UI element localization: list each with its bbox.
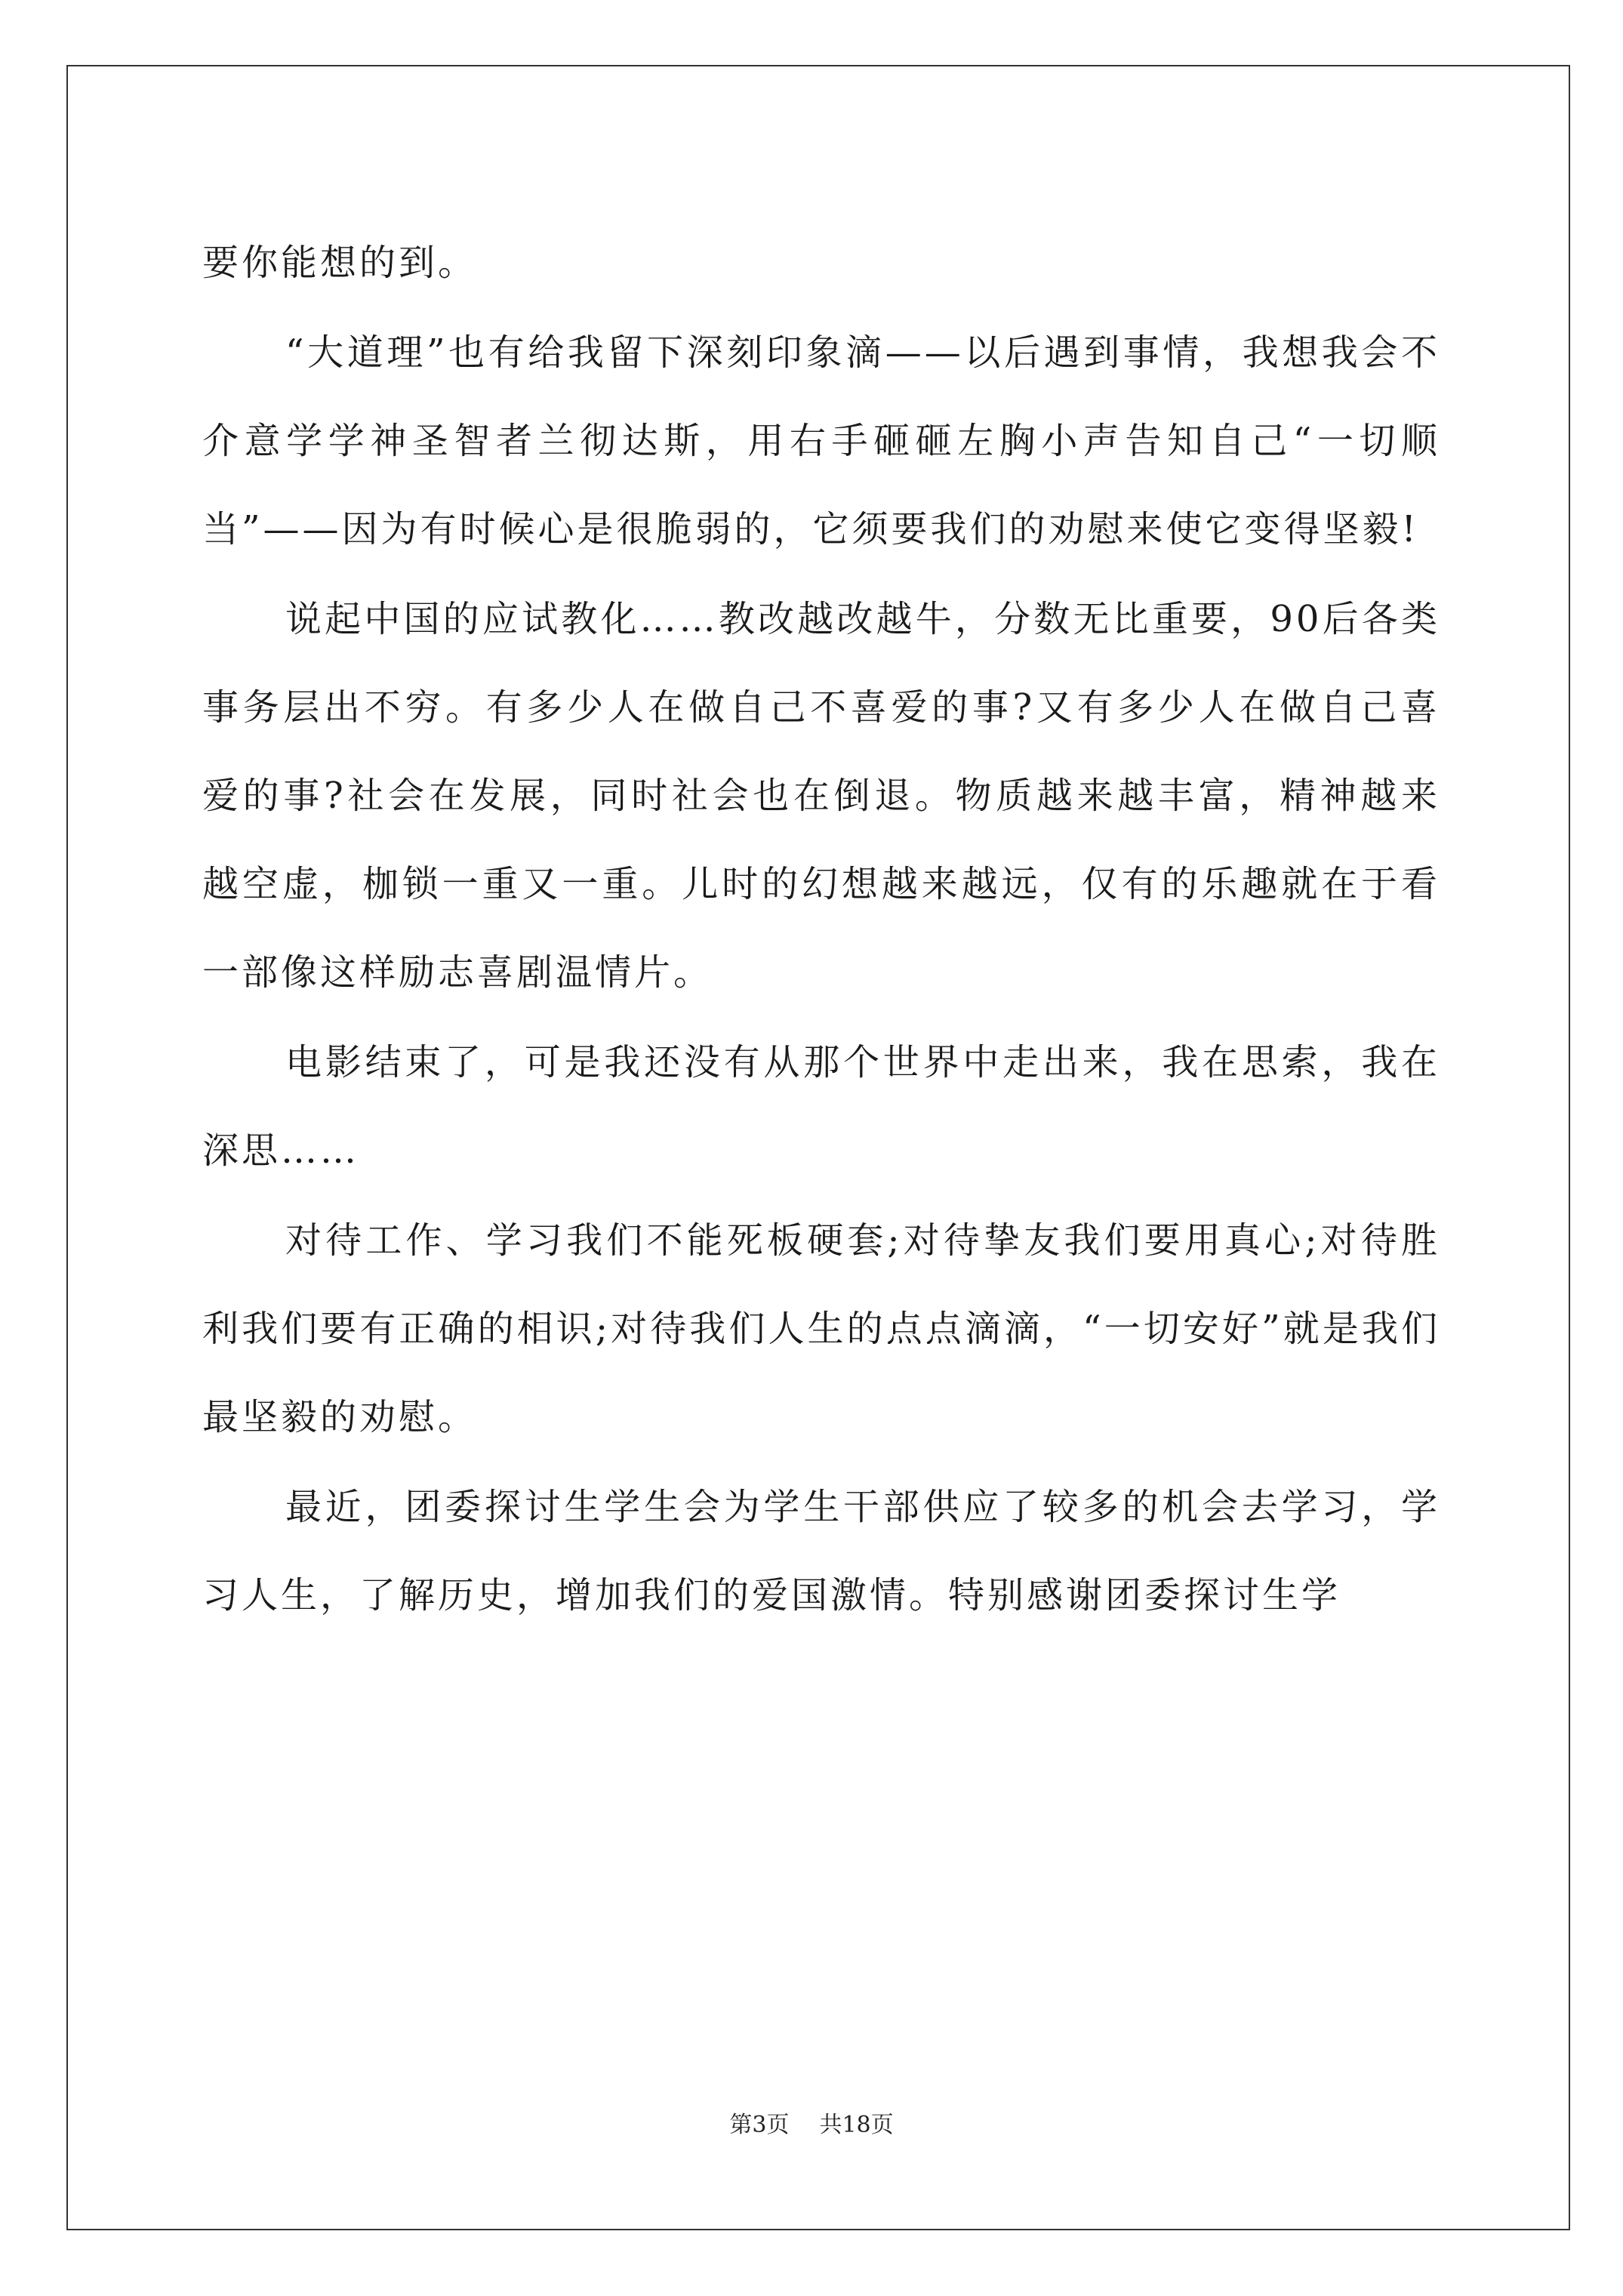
page-number: 第3页 [729,2112,790,2138]
paragraph-1: 要你能想的到。 [202,242,478,284]
paragraph-5: 对待工作、学习我们不能死板硬套;对待挚友我们要用真心;对待胜利我们要有正确的相识;对待我们人生的点点滴滴，“一切安好”就是我们最坚毅的劝慰。 [202,1219,1440,1438]
paragraph-4: 电影结束了，可是我还没有从那个世界中走出来，我在思索，我在深思…… [202,1041,1440,1172]
page-footer [0,2110,1623,2140]
paragraph-3: 说起中国的应试教化……教改越改越牛，分数无比重要，90后各类事务层出不穷。有多少人在做自己不喜爱的事?又有多少人在做自己喜爱的事?社会在发展，同时社会也在倒退。物质越来越丰富，精神越来越空虚，枷锁一重又一重。儿时的幻想越来越远，仅有的乐趣就在于看一部像这样励志喜剧温情片。 [202,598,1440,994]
paragraph-2: “大道理”也有给我留下深刻印象滴——以后遇到事情，我想我会不介意学学神圣智者兰彻达斯，用右手砸砸左胸小声告知自己“一切顺当”——因为有时候心是很脆弱的，它须要我们的劝慰来使它变得坚毅! [202,331,1440,550]
page-total: 共18页 [819,2112,894,2138]
paragraph-6: 最近，团委探讨生学生会为学生干部供应了较多的机会去学习，学习人生，了解历史，增加我们的爱国激情。特别感谢团委探讨生学 [202,1486,1440,1616]
document-body [202,219,1440,1640]
